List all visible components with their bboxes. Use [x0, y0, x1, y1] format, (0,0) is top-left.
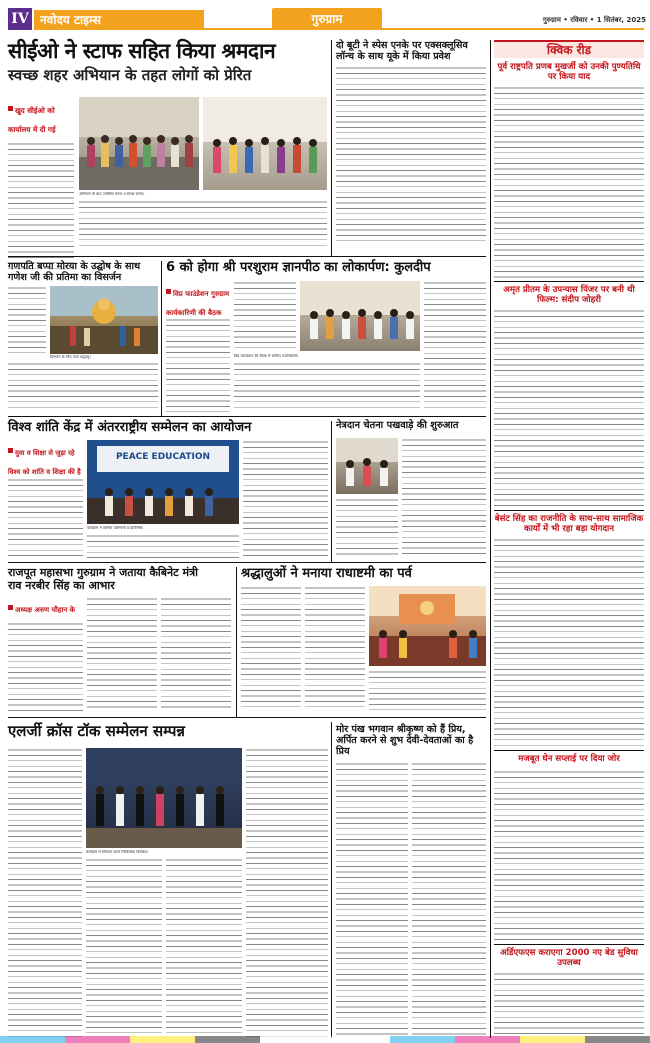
quick-read-headline: बेसंट सिंह का राजनीति के साथ-साथ सामाजिक कार्यों में भी रहा बड़ा योगदान	[494, 514, 644, 534]
radhashtami-body-col1	[241, 586, 301, 712]
divider	[494, 750, 644, 751]
netradaan-photo	[336, 438, 398, 494]
divider	[490, 40, 491, 1038]
parshuram-photo-caption: विप्र फाउंडेशन की बैठक में शामिल पदाधिकारी।	[234, 354, 299, 358]
parshuram-side-text: विप्र फाउंडेशन गुरुग्राम कार्यकारिणी की बैठक	[166, 290, 230, 317]
startup-headline: दो बूटी ने स्पेस एनके पर एक्सक्लूसिव लॉन्च के साथ यूके में किया प्रवेश	[336, 40, 468, 62]
radhashtami-headline: श्रद्धालुओं ने मनाया राधाष्टमी का पर्व	[241, 566, 412, 581]
peace-headline: विश्व शांति केंद्र में अंतरराष्ट्रीय सम्मेलन का आयोजन	[8, 420, 252, 435]
registration-marks	[0, 1036, 650, 1043]
divider	[8, 562, 486, 563]
parshuram-photo	[300, 281, 420, 351]
parshuram-body-col2	[234, 281, 296, 353]
divider	[494, 510, 644, 511]
netradaan-body-col1	[336, 498, 398, 558]
quick-read-body	[494, 770, 644, 940]
allergy-photo-caption: कार्यक्रम में शिरकत करते चिकित्सक विशेषज्ञ।	[86, 850, 149, 854]
lead-body-col1	[8, 142, 74, 270]
parshuram-headline: 6 को होगा श्री परशुराम ज्ञानपीठ का लोकार्पण: कुलदीप	[166, 260, 431, 275]
krishna-body-col1	[336, 762, 408, 1038]
rajput-headline: राजपूत महासभा गुरुग्राम ने जताया कैबिनेट मंत्री राव नरबीर सिंह का आभार	[8, 566, 199, 592]
radhashtami-body-col3	[369, 670, 486, 712]
rajput-side-text: अध्यक्ष अरुण चौहान के	[15, 606, 76, 614]
ganesh-body-col1	[8, 286, 46, 358]
lead-photo-figures	[79, 97, 199, 190]
peace-photo	[87, 440, 239, 524]
quick-read-headline: अमृत प्रीतम के उपन्यास पिंजर पर बनी थी फिल्म: संदीप जोहरी	[503, 285, 635, 305]
ganesh-photo-caption: विसर्जन के लिए जाते श्रद्धालु।	[50, 355, 91, 359]
page-number: IV	[8, 8, 32, 30]
parshuram-photo-scene	[300, 281, 420, 351]
divider	[8, 717, 486, 718]
ganesh-photo-scene	[50, 286, 158, 354]
parshuram-body-col1	[166, 318, 230, 412]
allergy-body-col2	[86, 858, 162, 1038]
peace-photo-caption: कार्यक्रम में शामिल प्रतिभागी व प्रतिनिधि।	[87, 526, 144, 530]
krishna-body-col2	[412, 762, 486, 1038]
quick-read-body	[494, 538, 644, 746]
parshuram-body-col3	[234, 362, 420, 412]
divider	[8, 416, 486, 417]
side-bullet-text: खुद सीईओ को कार्यालय में दी गई	[8, 106, 56, 134]
quick-read-headline: अर्डिएफएस कराएगा 2000 नए बेड सुविधा उपलब्ध	[500, 948, 638, 968]
radhashtami-photo-scene	[369, 586, 486, 666]
divider	[8, 256, 486, 257]
divider	[494, 281, 644, 282]
peace-body-col3	[243, 440, 328, 558]
quick-read-headline: मजबूत घेन सप्लाई पर दिया जोर	[518, 754, 620, 764]
allergy-body-col1	[8, 748, 82, 1038]
netradaan-photo-scene	[336, 438, 398, 494]
masthead	[0, 0, 650, 36]
quick-read-headline: पूर्व राष्ट्रपति प्रणब मुखर्जी को उनकी पुण्यतिथि पर किया याद	[497, 62, 641, 82]
allergy-body-col3	[166, 858, 242, 1038]
netradaan-headline: नेत्रदान चेतना पखवाड़े की शुरुआत	[336, 420, 459, 431]
divider	[494, 944, 644, 945]
allergy-headline: एलर्जी क्रॉस टॉक सम्मेलन सम्पन्न	[8, 722, 185, 740]
parshuram-body-col4	[424, 281, 486, 412]
lead-photo-right-figures	[203, 97, 327, 190]
radhashtami-body-col2	[305, 586, 365, 712]
quick-read-title: क्विक रीड	[494, 40, 644, 58]
allergy-photo	[86, 748, 242, 848]
masthead-brand-left	[34, 10, 204, 30]
lead-photo	[79, 97, 199, 190]
quick-read-body	[494, 309, 644, 507]
allergy-photo-scene	[86, 748, 242, 848]
quick-read-body	[494, 972, 644, 1038]
bullet-icon	[8, 106, 13, 111]
bullet-icon	[8, 448, 13, 453]
brand-left-text: नवोदय टाइम्स	[40, 13, 102, 27]
lead-body-col2	[79, 200, 327, 246]
rajput-body-col1	[8, 622, 83, 712]
bullet-icon	[8, 605, 13, 610]
section-brand: गुरुग्राम	[272, 8, 382, 30]
divider	[161, 261, 162, 416]
ganesh-photo	[50, 286, 158, 354]
netradaan-body-col2	[402, 438, 486, 558]
ganesh-headline: गणपति बप्पा मोरया के उद्घोष के साथ गणेश जी की प्रतिमा का विसर्जन	[8, 261, 141, 283]
lead-subhead: स्वच्छ शहर अभियान के तहत लोगों को प्रेरित	[8, 66, 252, 84]
quick-read-body	[494, 86, 644, 278]
krishna-headline: मोर पंख भगवान श्रीकृष्ण को हैं प्रिय, अर्पित करने से शुभ देवी-देवताओं का है प्रिय	[336, 724, 474, 757]
lead-photo-caption: अभियान के बाद उपस्थित स्टाफ व स्वच्छ स्टाफ।	[79, 192, 145, 196]
radhashtami-photo	[369, 586, 486, 666]
rajput-body-col3	[161, 597, 231, 712]
peace-side-text: युवा व शिक्षा से जुड़ा रहे विश्व को शांति व शिक्षा की है	[8, 449, 81, 476]
divider	[331, 40, 332, 256]
peace-body-col2	[87, 534, 239, 560]
allergy-body-col4	[246, 748, 328, 1038]
lead-headline: सीईओ ने स्टाफ सहित किया श्रमदान	[8, 39, 276, 63]
lead-photo-right	[203, 97, 327, 190]
rajput-body-col2	[87, 597, 157, 712]
divider	[236, 567, 237, 717]
peace-banner: PEACE EDUCATION	[115, 452, 211, 462]
divider	[331, 421, 332, 562]
peace-body-col1	[8, 478, 83, 558]
quick-read-column	[494, 40, 644, 1038]
startup-body	[336, 66, 486, 246]
ganesh-body-col2	[8, 362, 158, 412]
dateline: गुरुग्राम • रविवार • 1 सितंबर, 2025	[542, 16, 646, 24]
divider	[331, 722, 332, 1038]
bullet-icon	[166, 289, 171, 294]
